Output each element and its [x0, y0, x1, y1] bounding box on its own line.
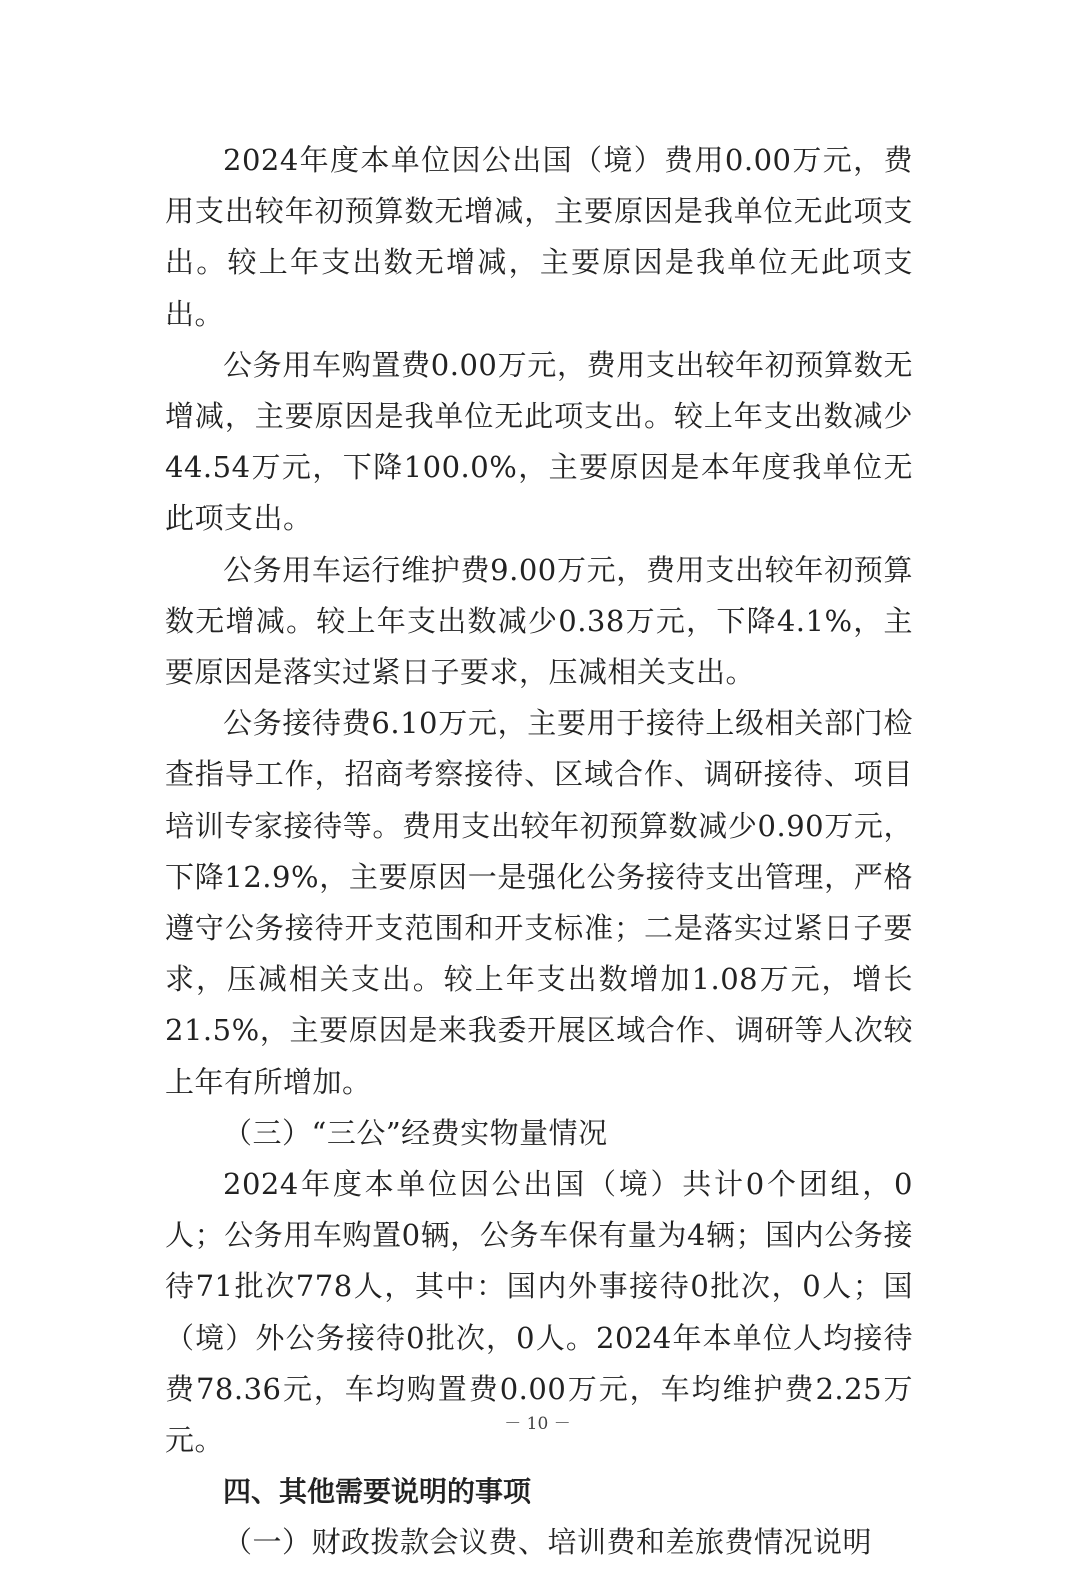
page-number: － 10 －	[504, 1414, 571, 1434]
paragraph-physical-quantities: 2024年度本单位因公出国（境）共计0个团组，0人；公务用车购置0辆，公务车保有量为4辆；国内公务接待71批次778人，其中：国内外事接待0批次，0人；国（境）外公务接待0批次，0人。2024年本单位人均接待费78.36元，车均购置费0.00万元，车均维护费2.25万元。	[165, 1167, 913, 1458]
document-body	[165, 135, 913, 1569]
subheading-physical-quantities: （三）“三公”经费实物量情况	[223, 1115, 608, 1150]
paragraph-vehicle-maintenance: 公务用车运行维护费9.00万元，费用支出较年初预算数无增减。较上年支出数减少0.38万元，下降4.1%，主要原因是落实过紧日子要求，压减相关支出。	[165, 552, 913, 690]
paragraph-overseas-expense: 2024年度本单位因公出国（境）费用0.00万元，费用支出较年初预算数无增减，主要原因是我单位无此项支出。较上年支出数无增减，主要原因是我单位无此项支出。	[165, 143, 913, 331]
paragraph-vehicle-purchase: 公务用车购置费0.00万元，费用支出较年初预算数无增减，主要原因是我单位无此项支出。较上年支出数减少44.54万元，下降100.0%，主要原因是本年度我单位无此项支出。	[165, 347, 913, 536]
section-heading-other-matters: 四、其他需要说明的事项	[223, 1475, 532, 1509]
paragraph-reception-expense: 公务接待费6.10万元，主要用于接待上级相关部门检查指导工作，招商考察接待、区域合作、调研接待、项目培训专家接待等。费用支出较年初预算数减少0.90万元，下降12.9%，主要原因一是强化公务接待支出管理，严格遵守公务接待开支范围和开支标准；二是落实过紧日子要求，压减相关支出。较上年支出数增加1.08万元，增长21.5%，主要原因是来我委开展区域合作、调研等人次较上年有所增加。	[165, 706, 913, 1099]
subheading-meeting-training-travel: （一）财政拨款会议费、培训费和差旅费情况说明	[223, 1525, 873, 1560]
